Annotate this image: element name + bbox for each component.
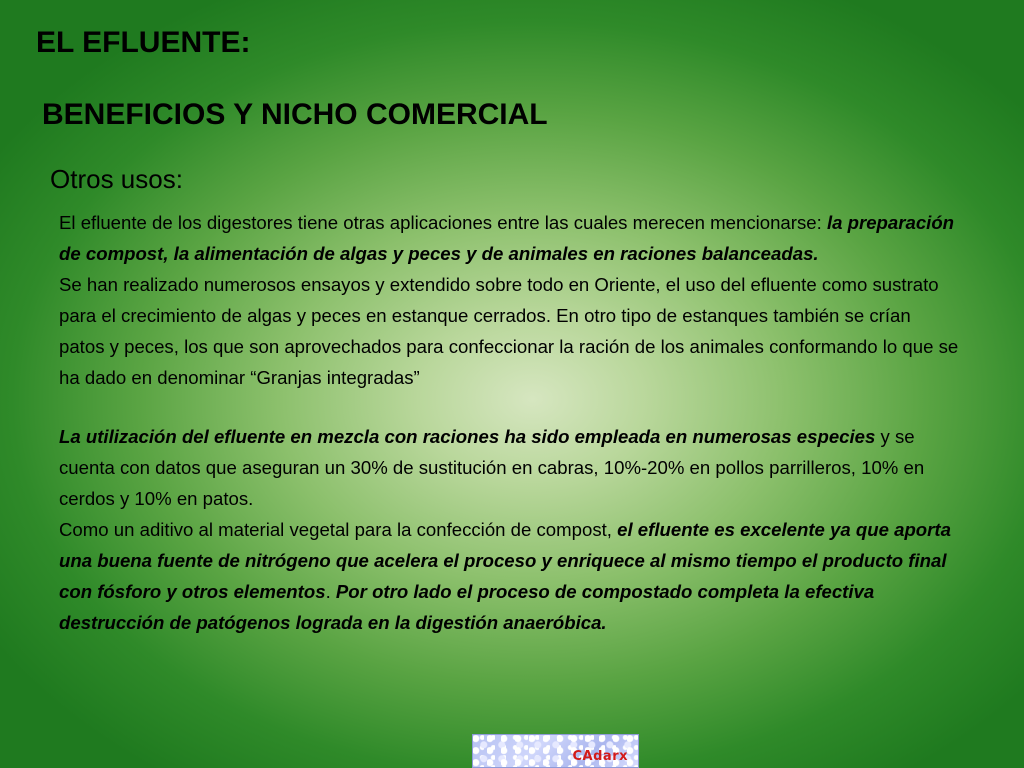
cadarx-logo: [472, 734, 639, 768]
paragraph-compost: [59, 514, 959, 638]
slide-subtitle: Otros usos:: [50, 164, 183, 194]
paragraph-emphasis: el efluente es excelente ya que aporta una buena fuente de nitrógeno que acelera el proceso y enriquece al mismo tiempo el producto final con fósforo y otros elementos: [59, 519, 951, 602]
paragraph-emphasis: la preparación de compost, la alimentación de algas y peces y de animales en raciones balanceadas.: [59, 212, 955, 264]
slide-heading: BENEFICIOS Y NICHO COMERCIAL: [42, 98, 548, 131]
paragraph-text: El efluente de los digestores tiene otras aplicaciones entre las cuales merecen mencionarse:: [59, 212, 827, 233]
slide-body: [59, 207, 959, 638]
slide-title: EL EFLUENTE:: [36, 26, 251, 59]
paragraph-rations: [59, 421, 959, 514]
paragraph-text: .: [325, 581, 336, 602]
paragraph-emphasis: Por otro lado el proceso de compostado completa la efectiva destrucción de patógenos lograda en la digestión anaeróbica.: [59, 581, 875, 633]
paragraph-spacer: [59, 393, 959, 421]
paragraph-text: Como un aditivo al material vegetal para la confección de compost,: [59, 519, 618, 540]
logo-text: CAdarx: [572, 749, 628, 764]
paragraph-emphasis: La utilización del efluente en mezcla con raciones ha sido empleada en numerosas especies: [59, 426, 876, 447]
paragraph-applications: [59, 207, 959, 269]
paragraph-trials: Se han realizado numerosos ensayos y extendido sobre todo en Oriente, el uso del efluente como sustrato para el crecimiento de algas y peces en estanque cerrados. En otro tipo de estanques también se crían patos y peces, los que son aprovechados para confeccionar la ración de los animales conformando lo que se ha dado en denominar “Granjas integradas”: [59, 274, 959, 388]
paragraph-text: y se cuenta con datos que aseguran un 30% de sustitución en cabras, 10%-20% en pollos parrilleros, 10% en cerdos y 10% en patos.: [59, 426, 925, 509]
